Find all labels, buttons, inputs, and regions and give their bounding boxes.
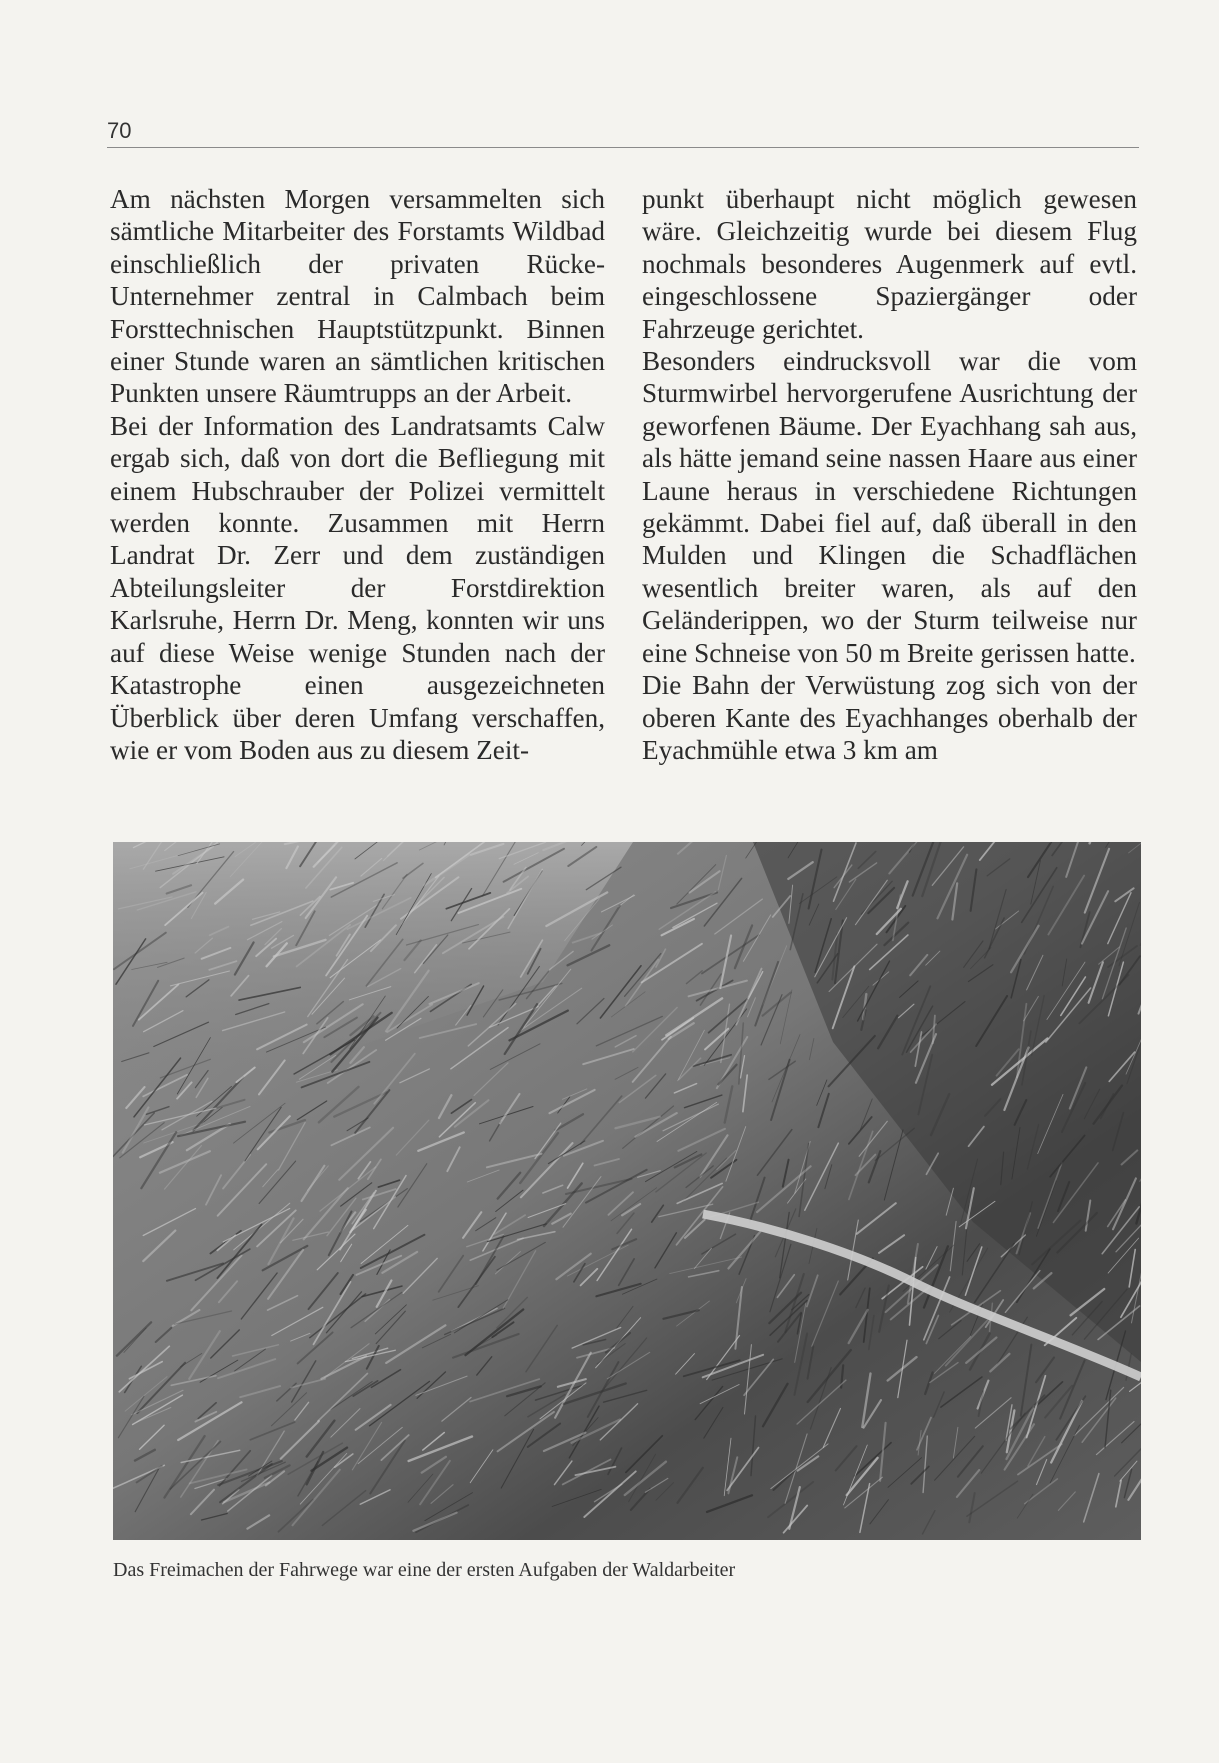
storm-damage-photo [113, 842, 1141, 1540]
paragraph: punkt überhaupt nicht möglich gewesen wäre. Gleichzeitig wurde bei diesem Flug nochmals besonderes Augenmerk auf evtl. eingeschlossene Spaziergänger oder Fahrzeuge gerichtet. [642, 184, 1137, 344]
paragraph: Am nächsten Morgen versammelten sich sämtliche Mitarbeiter des Forstamts Wildbad einschließlich der privaten Rücke-Unternehmer zentral in Calmbach beim Forsttechnischen Hauptstützpunkt. Binnen einer Stunde waren an sämtlichen kritischen Punkten unsere Räumtrupps an der Arbeit. [110, 184, 605, 409]
left-text-column [110, 183, 605, 766]
header-rule [107, 147, 1139, 148]
photo-caption: Das Freimachen der Fahrwege war eine der ersten Aufgaben der Waldarbeiter [113, 1559, 736, 1581]
paragraph: Bei der Information des Landratsamts Calw ergab sich, daß von dort die Befliegung mit einem Hubschrauber der Polizei vermittelt werden konnte. Zusammen mit Herrn Landrat Dr. Zerr und dem zuständigen Abteilungsleiter der Forstdirektion Karlsruhe, Herrn Dr. Meng, konnten wir uns auf diese Weise wenige Stunden nach der Katastrophe einen ausgezeichneten Überblick über deren Umfang verschaffen, wie er vom Boden aus zu diesem Zeit- [110, 410, 605, 765]
paragraph: Die Bahn der Verwüstung zog sich von der oberen Kante des Eyachhanges oberhalb der Eyachmühle etwa 3 km am [642, 670, 1137, 765]
right-text-column [642, 183, 1137, 766]
photo-graphic [113, 842, 1141, 1540]
paragraph: Besonders eindrucksvoll war die vom Sturmwirbel hervorgerufene Ausrichtung der geworfenen Bäume. Der Eyachhang sah aus, als hätte jemand seine nassen Haare aus einer Laune heraus in verschiedene Richtungen gekämmt. Dabei fiel auf, daß überall in den Mulden und Klingen die Schadflächen wesentlich breiter waren, als auf den Geländerippen, wo der Sturm teilweise nur eine Schneise von 50 m Breite gerissen hatte. [642, 346, 1137, 668]
page-number: 70 [107, 118, 132, 143]
